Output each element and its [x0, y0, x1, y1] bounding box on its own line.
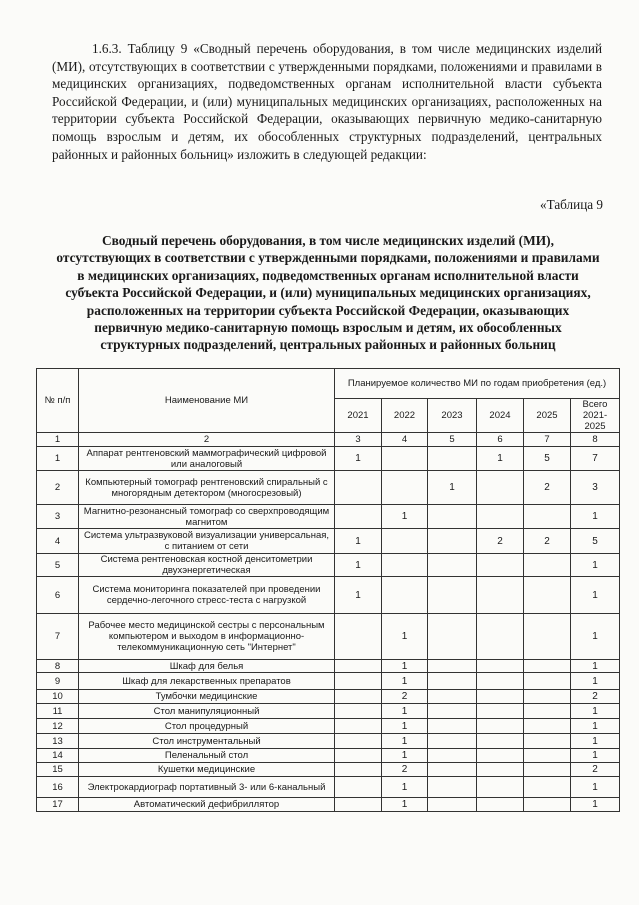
cell-total: 1: [571, 704, 620, 719]
table-row: [37, 777, 620, 798]
table-row: [37, 763, 620, 777]
cell-2021: [335, 704, 382, 719]
cell-2025: [524, 554, 571, 577]
table-reference: «Таблица 9: [540, 197, 603, 212]
cell-2024: [477, 614, 524, 660]
intro-paragraph: 1.6.3. Таблицу 9 «Сводный перечень оборудования, в том числе медицинских изделий (МИ), отсутствующих в соответствии с утвержденными порядками, положениями и правилами в медицинских организациях, подведомственных органам исполнительной власти субъекта Российской Федерации, и (или) муниципальных медицинских организациях, расположенных на территории субъекта Российской Федерации, оказывающих первичную медико-санитарную помощь взрослым и детям, их обособленных структурных подразделений, центральных районных и районных больниц» изложить в следующей редакции:: [52, 41, 602, 162]
equipment-table: [36, 368, 620, 812]
row-name: Стол инструментальный: [79, 734, 335, 749]
cell-2024: [477, 505, 524, 529]
cell-2023: [428, 447, 477, 471]
cell-2025: [524, 614, 571, 660]
header-year: 2021: [335, 399, 382, 433]
cell-total: 1: [571, 614, 620, 660]
cell-2022: 1: [382, 719, 428, 734]
cell-2021: [335, 798, 382, 812]
table-row: [37, 577, 620, 614]
cell-2022: 1: [382, 734, 428, 749]
row-name: Тумбочки медицинские: [79, 690, 335, 704]
row-name: Электрокардиограф портативный 3- или 6-канальный: [79, 777, 335, 798]
cell-2023: [428, 673, 477, 690]
cell-2022: [382, 554, 428, 577]
row-name: Кушетки медицинские: [79, 763, 335, 777]
cell-total: 1: [571, 577, 620, 614]
header-num: № п/п: [37, 369, 79, 433]
row-num: 8: [37, 660, 79, 673]
cell-2022: [382, 447, 428, 471]
cell-2025: [524, 734, 571, 749]
index-cell: 8: [571, 433, 620, 447]
table-row: [37, 447, 620, 471]
cell-2024: [477, 777, 524, 798]
cell-2023: [428, 719, 477, 734]
cell-2021: [335, 763, 382, 777]
row-name: Шкаф для лекарственных препаратов: [79, 673, 335, 690]
table-row: [37, 673, 620, 690]
index-cell: 3: [335, 433, 382, 447]
table-row: [37, 614, 620, 660]
row-num: 4: [37, 529, 79, 554]
cell-2023: [428, 763, 477, 777]
row-num: 9: [37, 673, 79, 690]
cell-2025: 2: [524, 529, 571, 554]
cell-2021: 1: [335, 577, 382, 614]
cell-2024: [477, 763, 524, 777]
cell-2025: [524, 673, 571, 690]
table-row: [37, 471, 620, 505]
cell-2023: [428, 554, 477, 577]
cell-2024: 2: [477, 529, 524, 554]
cell-total: 3: [571, 471, 620, 505]
row-num: 2: [37, 471, 79, 505]
row-name: Система мониторинга показателей при проведении сердечно-легочного стресс-теста с нагрузкой: [79, 577, 335, 614]
cell-2022: [382, 529, 428, 554]
cell-2025: [524, 660, 571, 673]
row-name: Автоматический дефибриллятор: [79, 798, 335, 812]
row-num: 14: [37, 749, 79, 763]
cell-total: 5: [571, 529, 620, 554]
cell-2023: [428, 505, 477, 529]
cell-2024: [477, 673, 524, 690]
cell-2023: [428, 614, 477, 660]
row-name: Рабочее место медицинской сестры с персональным компьютером и выходом в информационно-телекоммуникационную сеть "Интернет": [79, 614, 335, 660]
index-cell: 2: [79, 433, 335, 447]
cell-total: 1: [571, 749, 620, 763]
cell-2021: 1: [335, 529, 382, 554]
cell-2022: 2: [382, 763, 428, 777]
row-num: 6: [37, 577, 79, 614]
cell-2021: [335, 690, 382, 704]
cell-2021: [335, 614, 382, 660]
row-name: Компьютерный томограф рентгеновский спиральный с многорядным детектором (многосрезовый): [79, 471, 335, 505]
cell-2025: [524, 577, 571, 614]
cell-2025: 2: [524, 471, 571, 505]
index-cell: 5: [428, 433, 477, 447]
table-row: [37, 529, 620, 554]
cell-total: 1: [571, 554, 620, 577]
cell-2022: 1: [382, 660, 428, 673]
header-year: 2024: [477, 399, 524, 433]
cell-2021: [335, 505, 382, 529]
row-num: 13: [37, 734, 79, 749]
cell-total: 2: [571, 763, 620, 777]
row-name: Стол манипуляционный: [79, 704, 335, 719]
cell-2025: [524, 505, 571, 529]
cell-2023: [428, 690, 477, 704]
row-num: 11: [37, 704, 79, 719]
cell-2023: [428, 734, 477, 749]
table-row: [37, 690, 620, 704]
cell-total: 1: [571, 777, 620, 798]
row-name: Пеленальный стол: [79, 749, 335, 763]
table-row: [37, 704, 620, 719]
cell-2022: [382, 471, 428, 505]
cell-total: 7: [571, 447, 620, 471]
row-num: 5: [37, 554, 79, 577]
index-cell: 6: [477, 433, 524, 447]
cell-2021: 1: [335, 554, 382, 577]
cell-2022: 1: [382, 704, 428, 719]
cell-2023: [428, 798, 477, 812]
cell-total: 1: [571, 798, 620, 812]
cell-2024: [477, 734, 524, 749]
cell-2023: [428, 749, 477, 763]
row-name: Магнитно-резонансный томограф со сверхпроводящим магнитом: [79, 505, 335, 529]
index-cell: 7: [524, 433, 571, 447]
cell-2024: 1: [477, 447, 524, 471]
table-row: [37, 505, 620, 529]
cell-2023: [428, 704, 477, 719]
cell-2023: [428, 777, 477, 798]
row-name: Система рентгеновская костной денситометрии двухэнергетическая: [79, 554, 335, 577]
cell-2021: [335, 777, 382, 798]
row-num: 15: [37, 763, 79, 777]
cell-2025: [524, 749, 571, 763]
cell-2025: [524, 777, 571, 798]
cell-2021: [335, 734, 382, 749]
cell-2024: [477, 719, 524, 734]
row-num: 10: [37, 690, 79, 704]
row-name: Аппарат рентгеновский маммографический цифровой или аналоговый: [79, 447, 335, 471]
row-name: Стол процедурный: [79, 719, 335, 734]
cell-2021: [335, 673, 382, 690]
index-cell: 1: [37, 433, 79, 447]
cell-2022: 1: [382, 777, 428, 798]
row-num: 7: [37, 614, 79, 660]
cell-2024: [477, 577, 524, 614]
column-index-row: [37, 433, 620, 447]
row-name: Система ультразвуковой визуализации универсальная, с питанием от сети: [79, 529, 335, 554]
row-name: Шкаф для белья: [79, 660, 335, 673]
cell-2024: [477, 704, 524, 719]
cell-2022: 1: [382, 614, 428, 660]
header-year: 2022: [382, 399, 428, 433]
cell-2021: [335, 719, 382, 734]
table-row: [37, 798, 620, 812]
cell-2025: [524, 763, 571, 777]
cell-2023: [428, 529, 477, 554]
cell-2023: 1: [428, 471, 477, 505]
header-name: Наименование МИ: [79, 369, 335, 433]
row-num: 1: [37, 447, 79, 471]
row-num: 16: [37, 777, 79, 798]
cell-2021: [335, 749, 382, 763]
header-year: 2025: [524, 399, 571, 433]
cell-2024: [477, 554, 524, 577]
cell-total: 1: [571, 719, 620, 734]
cell-2024: [477, 798, 524, 812]
cell-2023: [428, 660, 477, 673]
cell-2025: [524, 704, 571, 719]
table-row: [37, 554, 620, 577]
table-row: [37, 734, 620, 749]
table-row: [37, 660, 620, 673]
table-title: Сводный перечень оборудования, в том числе медицинских изделий (МИ), отсутствующих в соответствии с утвержденными порядками, положениями и правилами в медицинских организациях, подведомственных органам исполнительной власти субъекта Российской Федерации, и (или) муниципальных медицинских организациях, расположенных на территории субъекта Российской Федерации, оказывающих первичную медико-санитарную помощь взрослым и детям, их обособленных структурных подразделений, центральных районных и районных больниц: [56, 233, 600, 353]
row-num: 3: [37, 505, 79, 529]
cell-2024: [477, 749, 524, 763]
table-row: [37, 749, 620, 763]
cell-2025: [524, 719, 571, 734]
table-row: [37, 719, 620, 734]
cell-2021: [335, 471, 382, 505]
cell-total: 1: [571, 505, 620, 529]
cell-2025: [524, 798, 571, 812]
row-num: 12: [37, 719, 79, 734]
cell-2022: 1: [382, 749, 428, 763]
header-total: Всего 2021-2025: [571, 399, 620, 433]
cell-2024: [477, 660, 524, 673]
cell-total: 1: [571, 660, 620, 673]
cell-2022: 1: [382, 505, 428, 529]
header-planned: Планируемое количество МИ по годам приобретения (ед.): [335, 369, 620, 399]
cell-2021: [335, 660, 382, 673]
cell-2023: [428, 577, 477, 614]
cell-total: 1: [571, 673, 620, 690]
cell-2022: [382, 577, 428, 614]
row-num: 17: [37, 798, 79, 812]
cell-total: 1: [571, 734, 620, 749]
cell-2025: 5: [524, 447, 571, 471]
cell-2021: 1: [335, 447, 382, 471]
cell-2025: [524, 690, 571, 704]
cell-total: 2: [571, 690, 620, 704]
cell-2022: 1: [382, 673, 428, 690]
cell-2024: [477, 690, 524, 704]
header-year: 2023: [428, 399, 477, 433]
cell-2022: 2: [382, 690, 428, 704]
cell-2024: [477, 471, 524, 505]
cell-2022: 1: [382, 798, 428, 812]
index-cell: 4: [382, 433, 428, 447]
